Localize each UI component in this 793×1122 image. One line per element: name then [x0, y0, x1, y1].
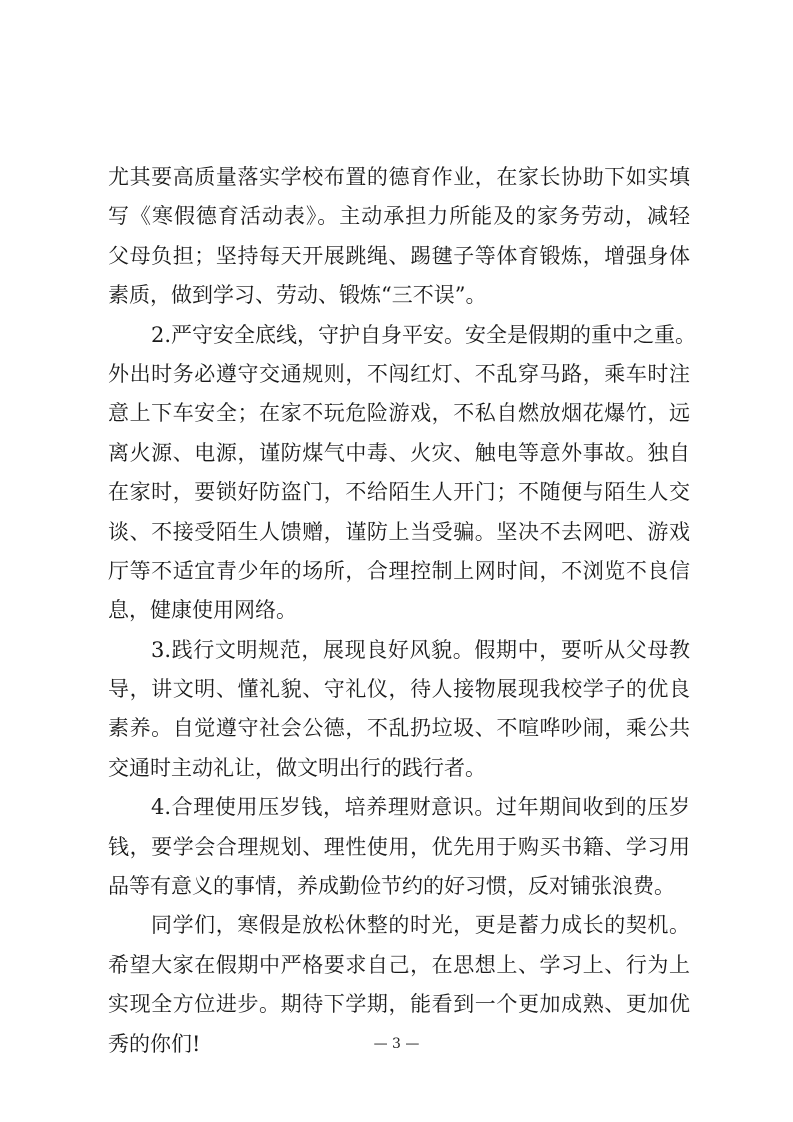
text-line: 尤其要高质量落实学校布置的德育作业，在家长协助下如实填 [108, 165, 690, 189]
text-line: 钱，要学会合理规划、理性使用，优先用于购买书籍、学习用 [108, 834, 690, 859]
text-line: 谈、不接受陌生人馈赠，谨防上当受骗。坚决不去网吧、游戏 [108, 519, 690, 544]
paragraph [108, 788, 690, 906]
text-line: 素质，做到学习、劳动、锻炼“三不误”。 [108, 283, 487, 308]
text-line: 2.严守安全底线，守护自身平安。安全是假期的重中之重。 [151, 322, 697, 347]
page-number: — 3 — [373, 1036, 420, 1052]
text-line: 交通时主动礼让，做文明出行的践行者。 [108, 755, 486, 780]
text-line: 4.合理使用压岁钱，培养理财意识。过年期间收到的压岁 [151, 795, 690, 820]
text-line: 外出时务必遵守交通规则，不闯红灯、不乱穿马路，乘车时注 [108, 361, 690, 386]
text-line: 品等有意义的事情，养成勤俭节约的好习惯，反对铺张浪费。 [108, 874, 675, 899]
text-line: 实现全方位进步。期待下学期，能看到一个更加成熟、更加优 [108, 992, 690, 1017]
paragraph [108, 158, 690, 316]
text-line: 意上下车安全；在家不玩危险游戏，不私自燃放烟花爆竹，远 [108, 401, 690, 426]
paragraph [108, 631, 690, 789]
text-line: 3.践行文明规范，展现良好风貌。假期中，要听从父母教 [151, 637, 690, 662]
text-line: 素养。自觉遵守社会公德，不乱扔垃圾、不喧哗吵闹，乘公共 [108, 716, 690, 741]
document-body [108, 158, 697, 1064]
text-line: 同学们，寒假是放松休整的时光，更是蓄力成长的契机。 [151, 913, 690, 938]
paragraph [108, 316, 697, 631]
text-line: 秀的你们! [108, 1031, 201, 1056]
text-line: 厅等不适宜青少年的场所，合理控制上网时间，不浏览不良信 [108, 558, 690, 583]
text-line: 希望大家在假期中严格要求自己，在思想上、学习上、行为上 [108, 952, 690, 977]
text-line: 写《寒假德育活动表》。主动承担力所能及的家务劳动，减轻 [108, 204, 690, 229]
text-line: 在家时，要锁好防盗门，不给陌生人开门；不随便与陌生人交 [108, 480, 690, 505]
text-line: 父母负担；坚持每天开展跳绳、踢毽子等体育锻炼，增强身体 [108, 243, 690, 268]
text-line: 息，健康使用网络。 [108, 598, 297, 623]
text-line: 离火源、电源，谨防煤气中毒、火灾、触电等意外事故。独自 [108, 440, 690, 465]
text-line: 导，讲文明、懂礼貌、守礼仪，待人接物展现我校学子的优良 [108, 677, 690, 702]
